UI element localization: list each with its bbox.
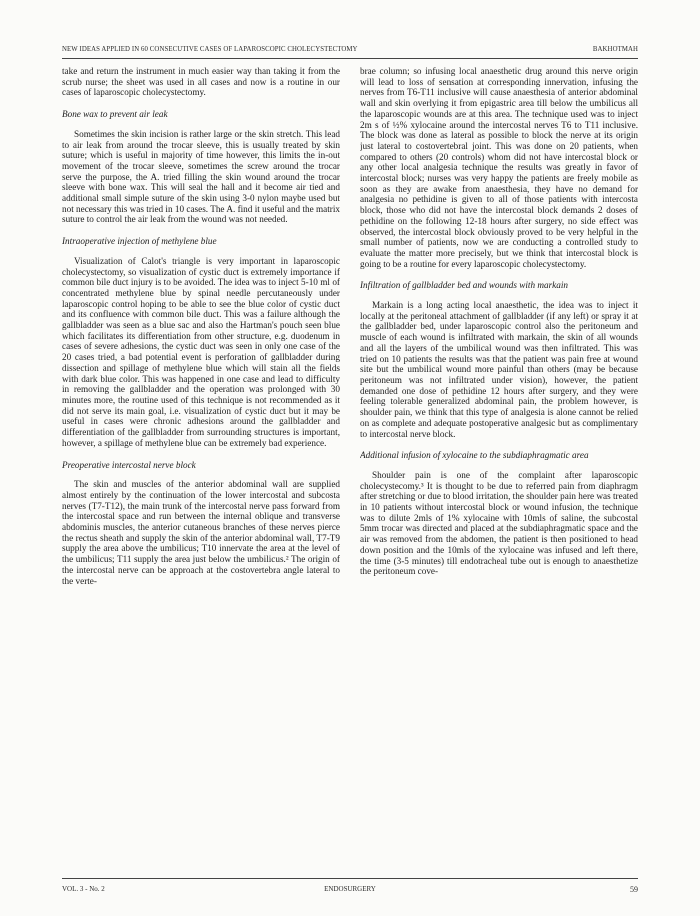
running-footer bbox=[62, 883, 638, 895]
journal-name: ENDOSURGERY bbox=[324, 885, 376, 893]
paragraph-nerve-block-continued: brae column; so infusing local anaesthetic drug around this nerve origin will lead to loss of sensation at corresponding innervation, infusing the nerves from T6-T11 inclusive will cause anaesthesia of anterior abdominal wall and skin overlying it from epigastric area till below the umbilicus all the laparoscopic wounds are at this area. The technique used was to inject 2m s of ½% xylocaine around the intercostal nerves T6 to T11 inclusive. The block was done as lateral as possible to block the nerve at its origin just lateral to costovertebral joint. This was done on 20 patients, when compared to others (20 controls) whom did not have intercostal block or any other local analgesia technique the results was greatly in favor of intercostal block; nurses was very happy the patients are freely mobile as soon as they are awake from anaesthesia, they have no demand for analgesia no pethidine is given to all of those patients with intercosta block, those who did not have the intercostal block demands 2 doses of pethidine on the following 12-18 hours after surgery, no side effect was observed, the intercostal block obviously proved to be very helpful in the small number of patients, now we are conducting a controlled study to evaluate the matter more precisely, but we think that intercostal block is going to be a routine for every laparoscopic cholecystectomy. bbox=[360, 66, 638, 269]
paragraph-continued: take and return the instrument in much easier way than taking it from the scrub nurse; the sheet was used in all cases and now is a routine in our cases of laparoscopic cholecystectomy. bbox=[62, 66, 340, 98]
section-heading-methylene-blue: Intraoperative injection of methylene blue bbox=[62, 236, 217, 247]
volume-issue: VOL. 3 - No. 2 bbox=[62, 885, 105, 893]
section-heading-xylocaine: Additional infusion of xylocaine to the subdiaphragmatic area bbox=[360, 450, 589, 461]
section-heading-markain: Infiltration of gallbladder bed and wounds with markain bbox=[360, 280, 568, 291]
header-rule bbox=[62, 58, 638, 59]
running-title: NEW IDEAS APPLIED IN 60 CONSECUTIVE CASES OF LAPAROSCOPIC CHOLECYSTECTOMY bbox=[62, 45, 358, 53]
footer-rule bbox=[62, 878, 638, 879]
section-heading-bone-wax: Bone wax to prevent air leak bbox=[62, 109, 168, 120]
paragraph-methylene-blue: Visualization of Calot's triangle is very important in laparoscopic cholecystectomy, so visualization of cystic duct is extremely importance if common bile duct injury is to be avoided. The idea was to inject 5-10 ml of concentrated methylene blue by spinal needle percutaneously under laparoscopic control hoping to be able to see the blue color of cystic duct and its confluence with common bile duct. This was a failure although the gallbladder was seen as a blue sac and also the Hartman's pouch seen blue which facilitates its differentiation from other structure, e.g. duodenum in cases of severe adhesions, the cystic duct was seen in only one case of the 20 cases tried, a bad potential event is perforation of gallbladder during dissection and spillage of methylene blue which will stain all the fields with dark blue color. This was happened in one case and lead to difficulty in removing the gallbladder and the operation was prolonged with 30 minutes more, the routine used of this technique is not recommended as it did not serve its main goal, i.e. visualization of cystic duct but it may be useful in cases were chronic adhesions around the gallbladder and differentiation of the gallbladder from surrounding structures is important, however, a spillage of methylene blue can be extremely bad experience. bbox=[62, 255, 340, 448]
right-column bbox=[360, 66, 638, 866]
paragraph-bone-wax: Sometimes the skin incision is rather large or the skin stretch. This lead to air leak from around the trocar sleeve, this is usually treated by skin suture; which is useful in majority of time however, this limits the in-out movement of the trocar sleeve, sometimes the screw around the trocar serve the purpose, the A. tried filling the skin wound around the trocar sleeve with bone wax. This will seal the hall and it become air tied and additional small simple suture of the skin using 3-0 nylon maybe used but not necessary this was tried in 10 cases. The A. find it useful and the matrix suture to control the air leak from the wound was not needed. bbox=[62, 128, 340, 225]
page-number: 59 bbox=[630, 884, 638, 894]
paragraph-nerve-block: The skin and muscles of the anterior abdominal wall are supplied almost entirely by the continuation of the lower intercostal and subcosta nerves (T7-T12), the main trunk of the intercostal nerve pass forward from the intercostal space and run between the internal oblique and transverse abdominis muscles, the anterior cutaneous branches of these nerves pierce the rectus sheath and supply the skin of the anterior abdominal wall, T7-T9 supply the area above the umbilicus; T10 innervate the area at the level of the umbilicus; T11 supply the area just below the umbilicus.² The origin of the intercostal nerve can be approach at the costovertebra angle lateral to the verte- bbox=[62, 479, 340, 586]
running-author: BAKHOTMAH bbox=[592, 45, 638, 53]
left-column bbox=[62, 66, 340, 866]
paragraph-xylocaine: Shoulder pain is one of the complaint after laparoscopic cholecystecomy.³ It is thought to be due to referred pain from diaphragm after stretching or due to blood irritation, the shoulder pain here was treated in 10 patients without intercostal block or wound infusion, the technique was to dilute 2mls of 1% xylocaine with 10mls of saline, the subcostal 5mm trocar was directed and placed at the subdiaphragmatic space and the air was removed from the abdomen, the patient is then positioned to head down position and the 10mls of the xylocaine was infused and left there, the time (3-5 minutes) till endotracheal tube out is enough to anaesthetize the peritoneum cove- bbox=[360, 469, 638, 577]
paragraph-markain: Markain is a long acting local anaesthetic, the idea was to inject it locally at the peritoneal attachment of gallbladder (if any left) or spray it at the gallbladder bed, under laparoscopic control also the peritoneum and muscle of each wound is infiltrated with markain, the skin of all wounds and all the layers of the umbilical wound was then infiltrated. This was tried on 10 patients the results was that the patient was pain free at wound site but the umbilical wound more painful than others (may be because peritoneum was not infiltrated under vision), however, the patient demanded one dose of pethidine 12 hours after surgery, and they were feeling tolerable generalized abdominal pain, the problem however, is shoulder pain, we think that this type of analgesia is alone cannot be relied on as complete and adequate postoperative analgesic but as complimentary to intercostal nerve block. bbox=[360, 300, 638, 439]
running-header bbox=[62, 43, 638, 55]
section-heading-nerve-block: Preoperative intercostal nerve block bbox=[62, 459, 196, 470]
